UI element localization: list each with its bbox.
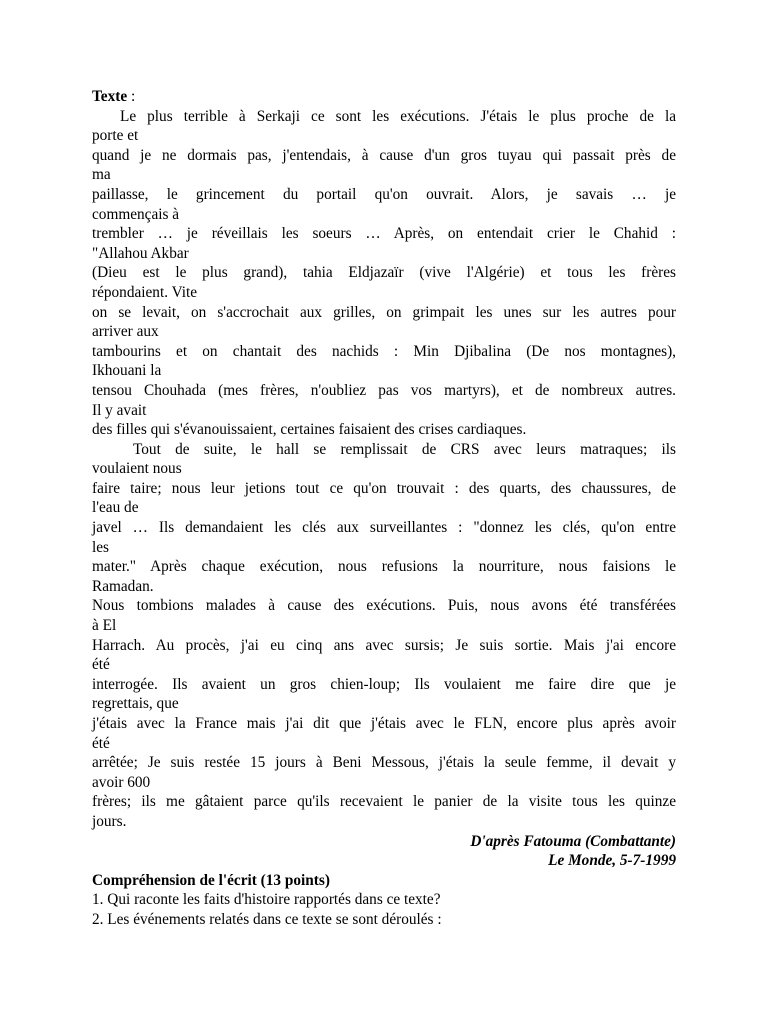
text-line: à El [92, 617, 117, 635]
text-line: commençais à [92, 205, 180, 223]
document-page [92, 87, 676, 930]
text-line: des filles qui s'évanouissaient, certaines faisaient des crises cardiaques. [92, 421, 527, 439]
text-line: javel … Ils demandaient les clés aux surveillantes : "donnez les clés, qu'on entre [92, 519, 676, 537]
text-line: arrêtée; Je suis restée 15 jours à Beni Messous, j'étais la seule femme, il devait y [92, 754, 676, 772]
text-line: Ramadan. [92, 577, 154, 595]
text-line: répondaient. Vite [92, 283, 197, 301]
text-line: avoir 600 [92, 773, 151, 791]
text-line: interrogée. Ils avaient un gros chien-loup; Ils voulaient me faire dire que je [92, 675, 676, 693]
text-line: l'eau de [92, 499, 139, 517]
signature-author: D'après Fatouma (Combattante) [470, 832, 676, 850]
text-line: Le plus terrible à Serkaji ce sont les exécutions. J'étais le plus proche de la [120, 107, 676, 125]
text-line: faire taire; nous leur jetions tout ce qu'on trouvait : des quarts, des chaussures, de [92, 479, 676, 497]
text-line: quand je ne dormais pas, j'entendais, à cause d'un gros tuyau qui passait près de [92, 146, 676, 164]
text-line: j'étais avec la France mais j'ai dit que j'étais avec le FLN, encore plus après avoir [92, 715, 676, 732]
text-line: Il y avait [92, 401, 147, 419]
text-line: arriver aux [92, 323, 159, 341]
text-line: frères; ils me gâtaient parce qu'ils recevaient le panier de la visite tous les quinze [92, 793, 676, 811]
text-line: on se levait, on s'accrochait aux grilles, on grimpait les unes sur les autres pour [92, 303, 676, 321]
text-line: jours. [92, 812, 127, 830]
text-line: les [92, 538, 109, 556]
question-2: 2. Les événements relatés dans ce texte se sont déroulés : [92, 910, 442, 928]
text-line: mater." Après chaque exécution, nous refusions la nourriture, nous faisions le [92, 558, 676, 576]
question-1: 1. Qui raconte les faits d'histoire rapportés dans ce texte? [92, 891, 441, 909]
text-line: regrettais, que [92, 695, 179, 713]
text-line: tambourins et on chantait des nachids : Min Djibalina (De nos montagnes), [92, 342, 676, 360]
text-label: Texte [92, 88, 128, 105]
text-line: Nous tombions malades à cause des exécutions. Puis, nous avons été transférées [92, 597, 676, 615]
text-line: Tout de suite, le hall se remplissait de CRS avec leurs matraques; ils [133, 440, 676, 458]
text-line: paillasse, le grincement du portail qu'on ouvrait. Alors, je savais … je [92, 185, 676, 203]
text-line: "Allahou Akbar [92, 244, 189, 262]
text-line: Ikhouani la [92, 362, 162, 380]
text-line: été [92, 656, 110, 674]
text-label-line [92, 87, 676, 107]
text-line: été [92, 734, 110, 752]
text-line: ma [92, 166, 111, 184]
text-line: Harrach. Au procès, j'ai eu cinq ans avec sursis; Je suis sortie. Mais j'ai encore [92, 636, 676, 654]
text-label-colon: : [127, 88, 136, 105]
section-heading: Compréhension de l'écrit (13 points) [92, 871, 330, 889]
text-line: voulaient nous [92, 460, 182, 478]
text-line: porte et [92, 127, 139, 145]
text-line: tensou Chouhada (mes frères, n'oubliez pas vos martyrs), et de nombreux autres. [92, 381, 676, 399]
text-line: trembler … je réveillais les soeurs … Après, on entendait crier le Chahid : [92, 225, 676, 243]
signature-source: Le Monde, 5-7-1999 [548, 852, 676, 870]
text-line: (Dieu est le plus grand), tahia Eldjazaïr (vive l'Algérie) et tous les frères [92, 264, 676, 282]
text-body [92, 107, 676, 832]
